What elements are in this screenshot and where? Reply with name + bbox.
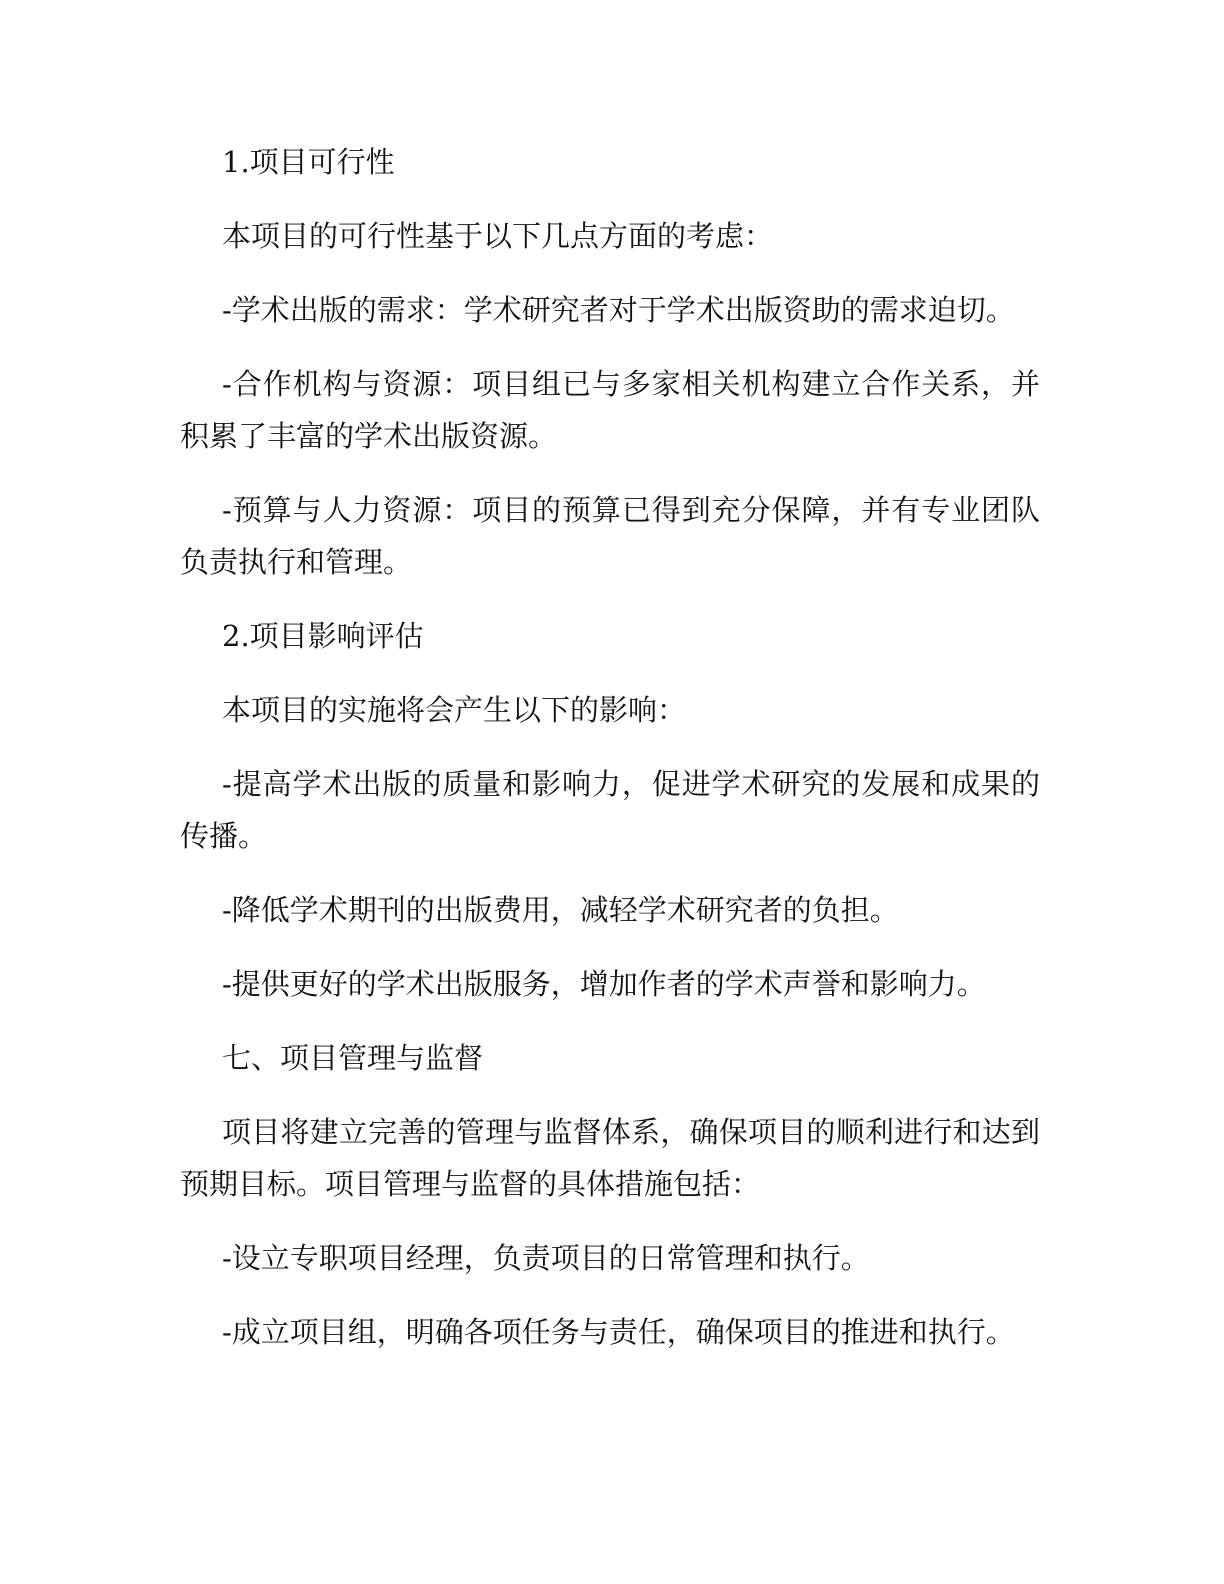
section-heading-impact: 2.项目影响评估 [222, 619, 424, 653]
paragraph-feasibility-intro: 本项目的可行性基于以下几点方面的考虑： [222, 219, 774, 253]
list-item-budget: -预算与人力资源：项目的预算已得到充分保障，并有专业团队负责执行和管理。 [180, 493, 1040, 579]
list-item-cost: -降低学术期刊的出版费用，减轻学术研究者的负担。 [222, 893, 899, 927]
list-item-service: -提供更好的学术出版服务，增加作者的学术声誉和影响力。 [222, 967, 986, 1001]
list-item-partners: -合作机构与资源：项目组已与多家相关机构建立合作关系，并积累了丰富的学术出版资源。 [180, 367, 1040, 453]
section-heading-feasibility: 1.项目可行性 [222, 145, 395, 179]
list-item-demand: -学术出版的需求：学术研究者对于学术出版资助的需求迫切。 [222, 293, 1015, 327]
section-heading-management: 七、项目管理与监督 [222, 1041, 484, 1075]
list-item-manager: -设立专职项目经理，负责项目的日常管理和执行。 [222, 1241, 870, 1275]
list-item-quality: -提高学术出版的质量和影响力，促进学术研究的发展和成果的传播。 [180, 767, 1040, 853]
document-body [180, 136, 1040, 1380]
list-item-team: -成立项目组，明确各项任务与责任，确保项目的推进和执行。 [222, 1315, 1015, 1349]
paragraph-impact-intro: 本项目的实施将会产生以下的影响： [222, 693, 687, 727]
paragraph-management-intro: 项目将建立完善的管理与监督体系，确保项目的顺利进行和达到预期目标。项目管理与监督的具体措施包括： [180, 1115, 1040, 1201]
